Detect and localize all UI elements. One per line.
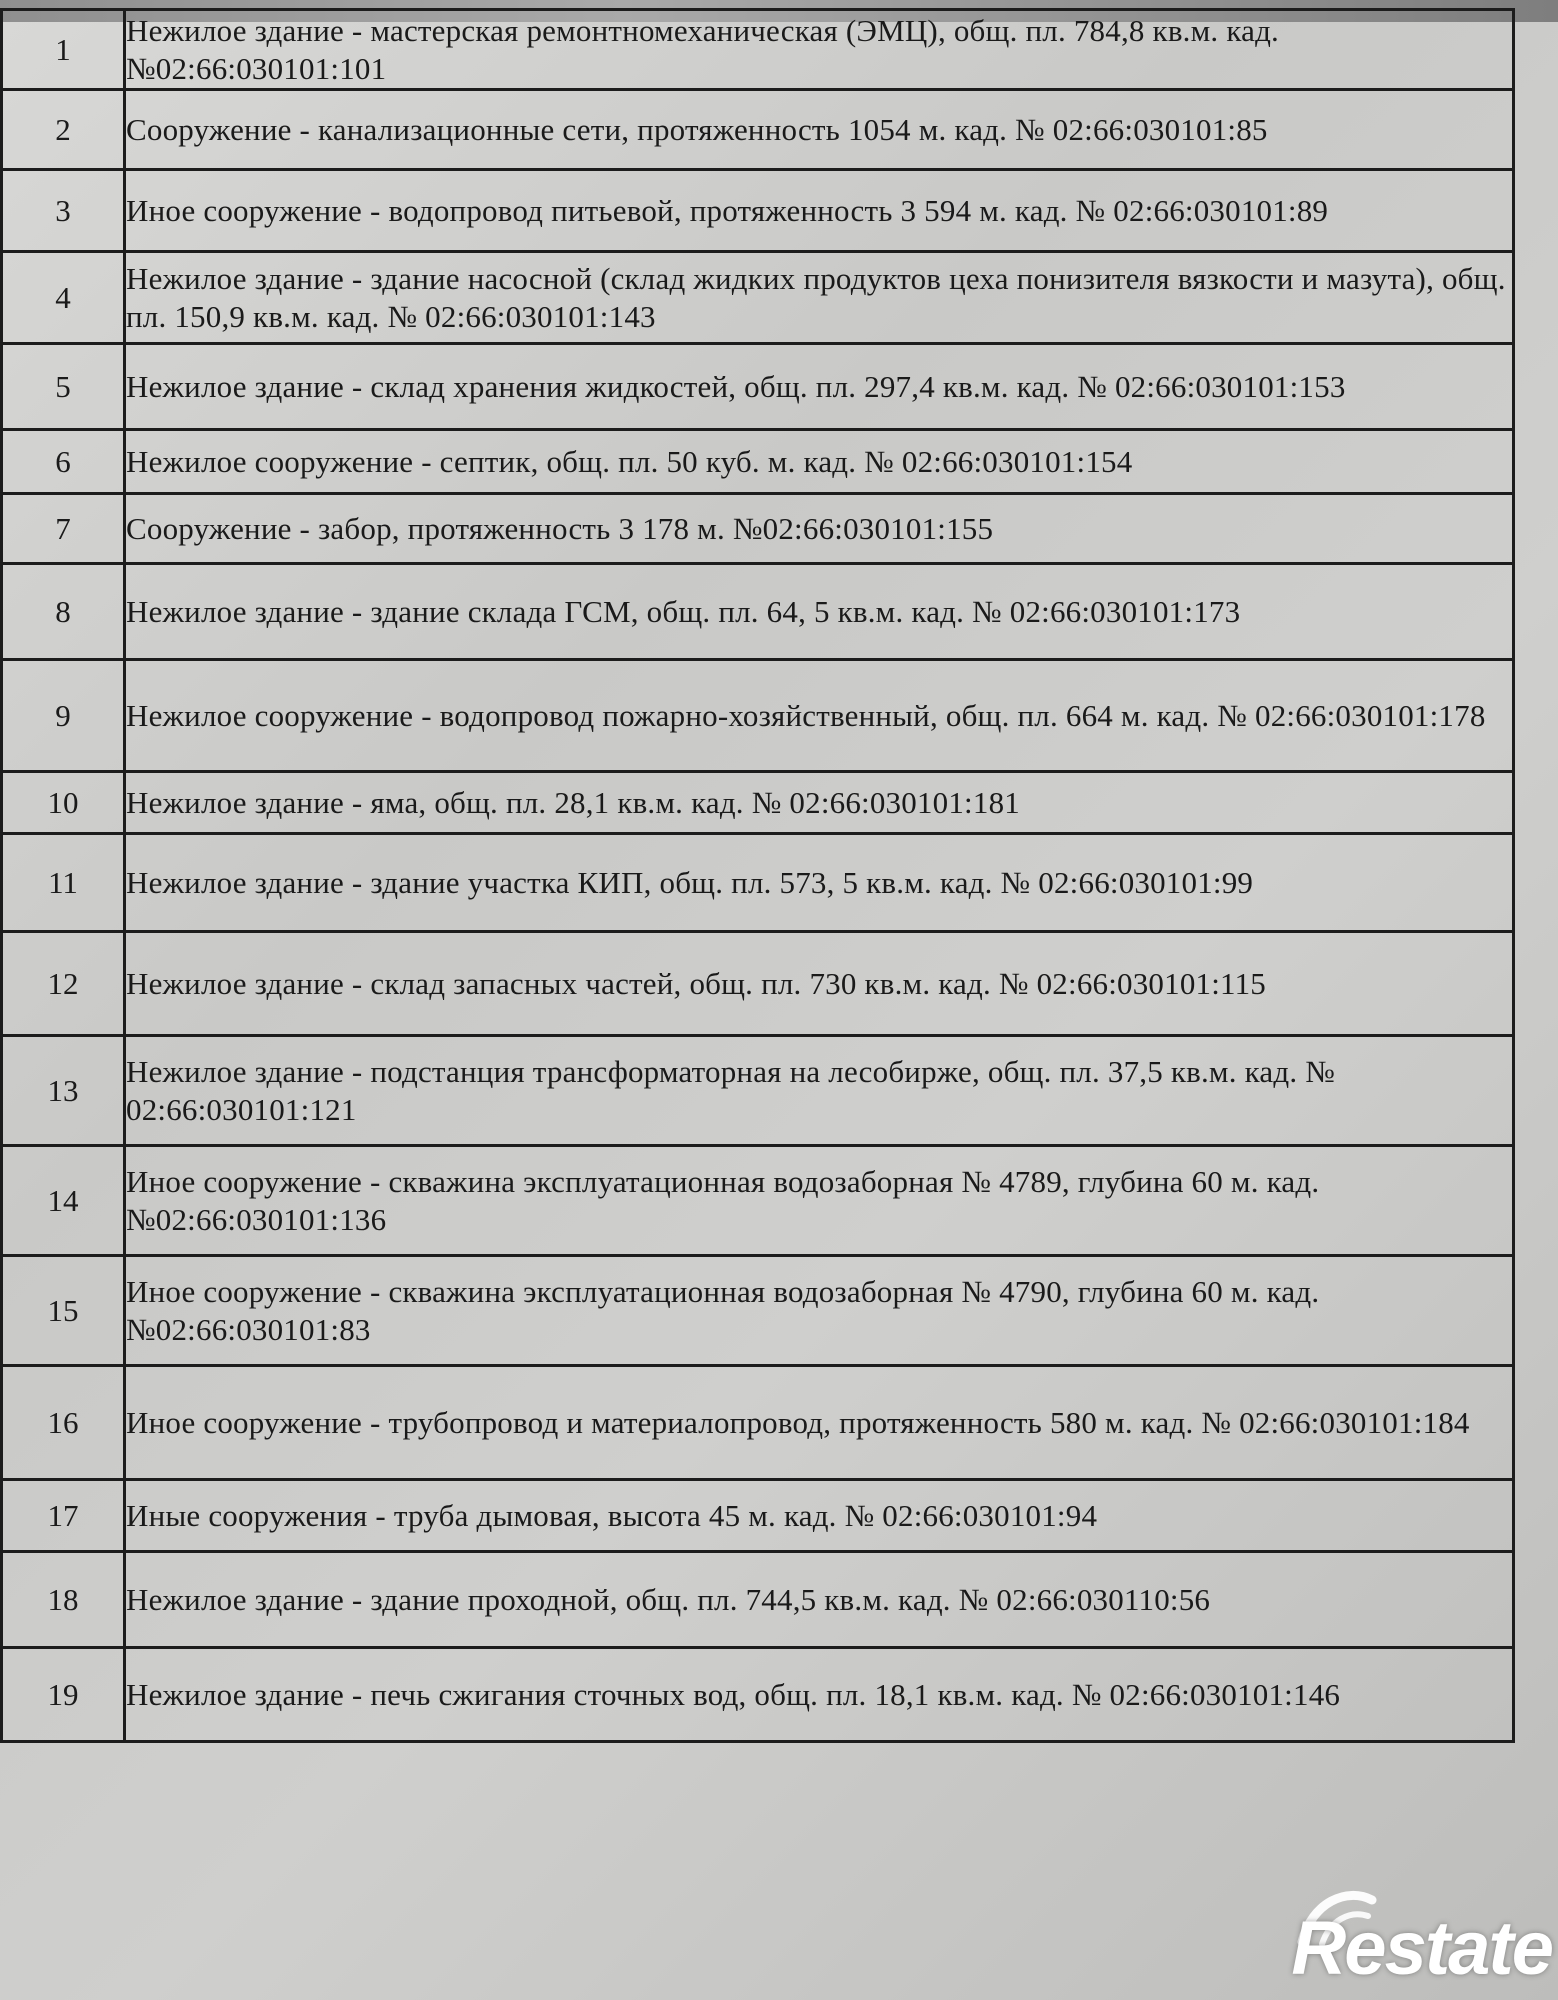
row-number: 18 [2,1552,125,1648]
row-description: Иное сооружение - водопровод питьевой, протяженность 3 594 м. кад. № 02:66:030101:89 [125,170,1514,252]
row-description: Нежилое здание - здание насосной (склад жидких продуктов цеха понизителя вязкости и мазута), общ. пл. 150,9 кв.м. кад. № 02:66:030101:143 [125,252,1514,344]
row-number: 15 [2,1256,125,1366]
row-number: 6 [2,430,125,494]
row-number: 11 [2,834,125,932]
row-number: 19 [2,1648,125,1742]
row-number: 14 [2,1146,125,1256]
row-description: Нежилое сооружение - водопровод пожарно-хозяйственный, общ. пл. 664 м. кад. № 02:66:030101:178 [125,660,1514,772]
row-description: Нежилое здание - яма, общ. пл. 28,1 кв.м. кад. № 02:66:030101:181 [125,772,1514,834]
row-number: 4 [2,252,125,344]
row-number: 17 [2,1480,125,1552]
row-number: 2 [2,90,125,170]
row-description: Иные сооружения - труба дымовая, высота 45 м. кад. № 02:66:030101:94 [125,1480,1514,1552]
table-row [2,932,1514,1036]
row-description: Сооружение - забор, протяженность 3 178 м. №02:66:030101:155 [125,494,1514,564]
row-description: Нежилое сооружение - септик, общ. пл. 50 куб. м. кад. № 02:66:030101:154 [125,430,1514,494]
table-row [2,1036,1514,1146]
row-description: Нежилое здание - подстанция трансформаторная на лесобирже, общ. пл. 37,5 кв.м. кад. № 02:66:030101:121 [125,1036,1514,1146]
row-number: 12 [2,932,125,1036]
row-description: Нежилое здание - склад хранения жидкостей, общ. пл. 297,4 кв.м. кад. № 02:66:030101:153 [125,344,1514,430]
table-row [2,1146,1514,1256]
row-description: Нежилое здание - склад запасных частей, общ. пл. 730 кв.м. кад. № 02:66:030101:115 [125,932,1514,1036]
row-number: 1 [2,10,125,90]
row-number: 16 [2,1366,125,1480]
row-description: Нежилое здание - здание проходной, общ. пл. 744,5 кв.м. кад. № 02:66:030110:56 [125,1552,1514,1648]
row-description: Иное сооружение - скважина эксплуатационная водозаборная № 4789, глубина 60 м. кад. №02:66:030101:136 [125,1146,1514,1256]
row-description: Нежилое здание - печь сжигания сточных вод, общ. пл. 18,1 кв.м. кад. № 02:66:030101:146 [125,1648,1514,1742]
row-number: 10 [2,772,125,834]
table-row [2,344,1514,430]
property-registry-table [0,8,1515,1743]
table-row [2,772,1514,834]
table-row [2,170,1514,252]
row-description: Сооружение - канализационные сети, протяженность 1054 м. кад. № 02:66:030101:85 [125,90,1514,170]
row-number: 3 [2,170,125,252]
row-number: 8 [2,564,125,660]
table-row [2,1648,1514,1742]
table-row [2,10,1514,90]
table-row [2,90,1514,170]
table-row [2,252,1514,344]
table-row [2,660,1514,772]
row-description: Иное сооружение - трубопровод и материалопровод, протяженность 580 м. кад. № 02:66:030101:184 [125,1366,1514,1480]
row-number: 7 [2,494,125,564]
table-row [2,834,1514,932]
table-row [2,1480,1514,1552]
table-row [2,1552,1514,1648]
watermark-text: Restate [1291,1906,1552,1991]
restate-watermark [1252,1882,1552,1992]
row-description: Нежилое здание - здание склада ГСМ, общ. пл. 64, 5 кв.м. кад. № 02:66:030101:173 [125,564,1514,660]
table-row [2,494,1514,564]
table-row [2,1256,1514,1366]
row-description: Нежилое здание - здание участка КИП, общ. пл. 573, 5 кв.м. кад. № 02:66:030101:99 [125,834,1514,932]
row-description: Нежилое здание - мастерская ремонтномеханическая (ЭМЦ), общ. пл. 784,8 кв.м. кад. №02:66:030101:101 [125,10,1514,90]
row-number: 9 [2,660,125,772]
table-row [2,564,1514,660]
row-description: Иное сооружение - скважина эксплуатационная водозаборная № 4790, глубина 60 м. кад. №02:66:030101:83 [125,1256,1514,1366]
table-row [2,1366,1514,1480]
row-number: 13 [2,1036,125,1146]
table-row [2,430,1514,494]
row-number: 5 [2,344,125,430]
